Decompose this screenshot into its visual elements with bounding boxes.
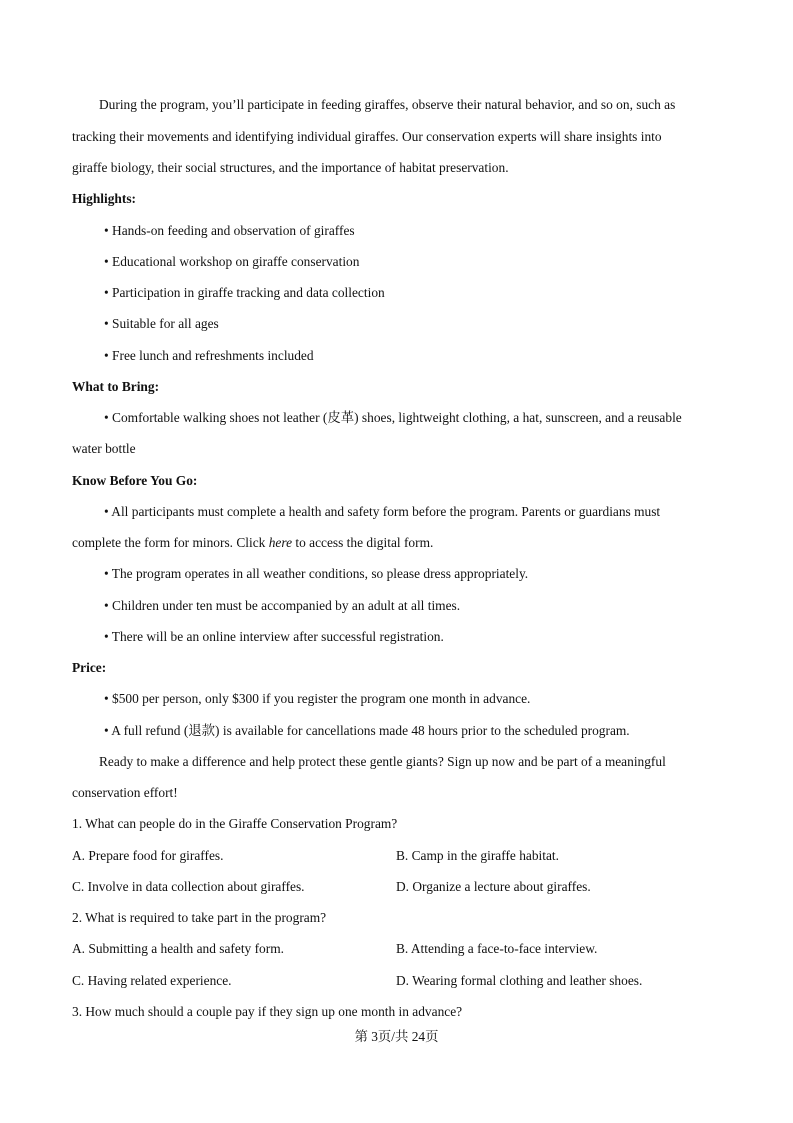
highlight-item: • Participation in giraffe tracking and data collection: [104, 285, 385, 300]
intro-line-1: During the program, you’ll participate in feeding giraffes, observe their natural behavior, and so on, such as: [99, 97, 676, 112]
highlights-heading: Highlights:: [72, 191, 136, 206]
closing-line-2: conservation effort!: [72, 785, 178, 800]
price-item: • A full refund (退款) is available for cancellations made 48 hours prior to the scheduled program.: [104, 723, 630, 738]
answer-option: C. Having related experience.: [72, 973, 232, 988]
know-item-continued: [72, 535, 433, 551]
question-stem: 1. What can people do in the Giraffe Conservation Program?: [72, 816, 398, 831]
price-item: • $500 per person, only $300 if you register the program one month in advance.: [104, 691, 531, 706]
bring-item: • Comfortable walking shoes not leather (皮革) shoes, lightweight clothing, a hat, sunscreen, and a reusable: [104, 410, 682, 425]
know-text-after-link: to access the digital form.: [292, 535, 434, 550]
form-link[interactable]: here: [268, 535, 293, 550]
page-number: 第 3页/共 24页: [354, 1029, 439, 1044]
answer-option: B. Camp in the giraffe habitat.: [396, 848, 560, 863]
know-item: • The program operates in all weather conditions, so please dress appropriately.: [104, 566, 529, 581]
answer-option: B. Attending a face-to-face interview.: [396, 941, 598, 956]
answer-option: D. Organize a lecture about giraffes.: [396, 879, 591, 894]
know-text-before-link: complete the form for minors. Click: [72, 535, 269, 550]
answer-option: A. Submitting a health and safety form.: [72, 941, 284, 956]
answer-option: A. Prepare food for giraffes.: [72, 848, 224, 863]
bring-item-continued: water bottle: [72, 441, 136, 456]
closing-line-1: Ready to make a difference and help protect these gentle giants? Sign up now and be part of a meaningful: [99, 754, 666, 769]
highlight-item: • Educational workshop on giraffe conservation: [104, 254, 360, 269]
highlight-item: • Free lunch and refreshments included: [104, 348, 314, 363]
know-item: • All participants must complete a health and safety form before the program. Parents or guardians must: [104, 504, 661, 519]
bring-heading: What to Bring:: [72, 379, 160, 394]
intro-line-2: tracking their movements and identifying individual giraffes. Our conservation experts will share insights into: [72, 129, 662, 144]
know-heading: Know Before You Go:: [72, 473, 198, 488]
answer-option: D. Wearing formal clothing and leather shoes.: [396, 973, 643, 988]
intro-line-3: giraffe biology, their social structures, and the importance of habitat preservation.: [72, 160, 509, 175]
highlight-item: • Suitable for all ages: [104, 316, 219, 331]
know-item: • There will be an online interview after successful registration.: [104, 629, 444, 644]
highlight-item: • Hands-on feeding and observation of giraffes: [104, 223, 355, 238]
answer-option: C. Involve in data collection about giraffes.: [72, 879, 305, 894]
question-stem: 3. How much should a couple pay if they sign up one month in advance?: [72, 1004, 463, 1019]
question-stem: 2. What is required to take part in the program?: [72, 910, 327, 925]
price-heading: Price:: [72, 660, 107, 675]
know-item: • Children under ten must be accompanied by an adult at all times.: [104, 598, 461, 613]
